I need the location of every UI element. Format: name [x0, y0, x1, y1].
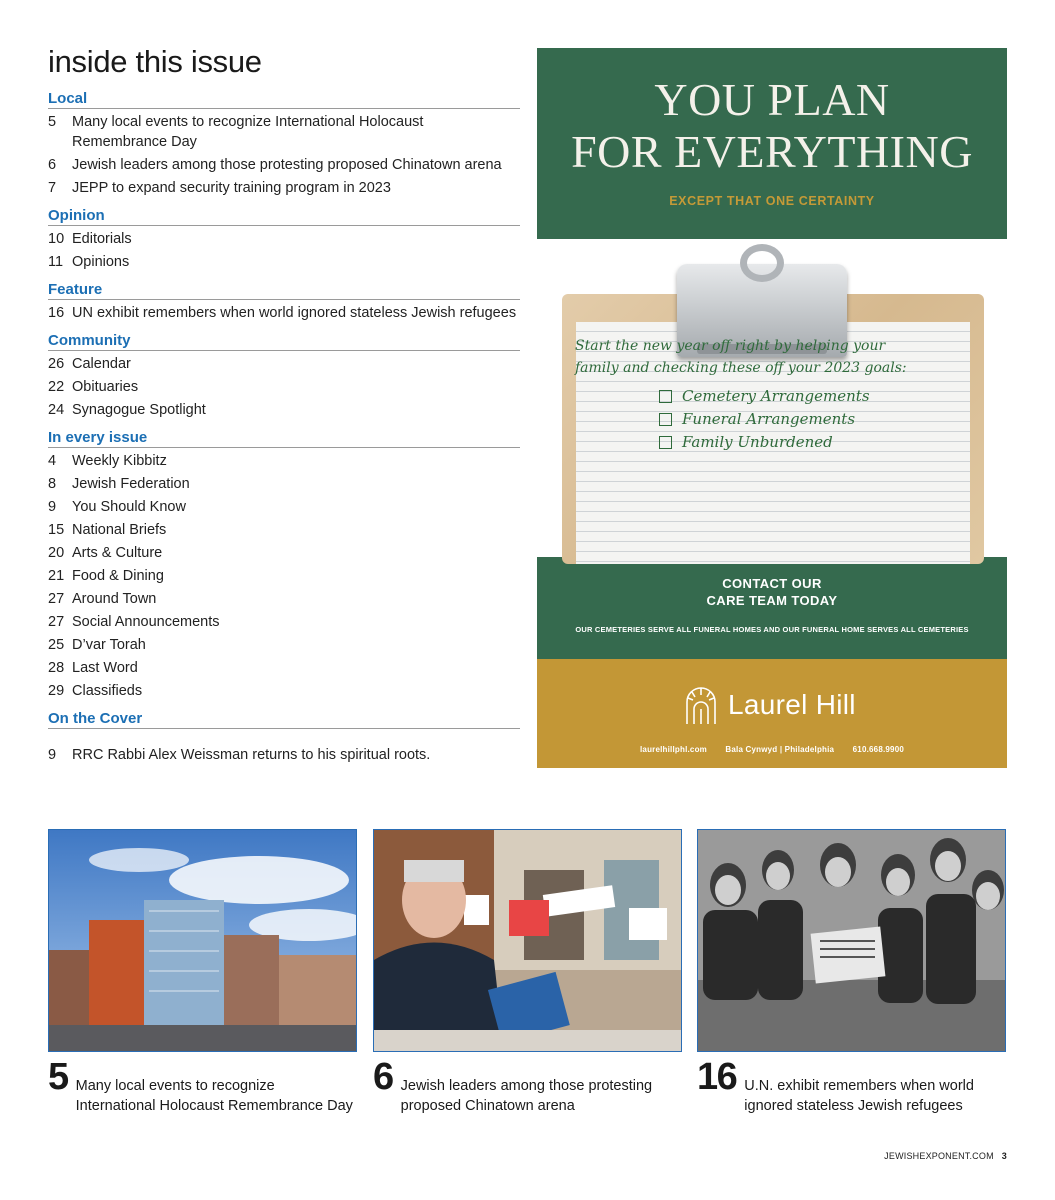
feature-card[interactable]: [48, 829, 357, 1116]
toc-entry-title: Around Town: [72, 590, 157, 607]
toc-entry-page: 8: [48, 475, 57, 492]
toc-entry[interactable]: [48, 398, 520, 421]
toc-sections: [48, 90, 520, 766]
toc-entry-page: 15: [48, 521, 65, 538]
toc-entry-title: Last Word: [72, 659, 138, 676]
toc-entry-title: Arts & Culture: [72, 544, 163, 561]
toc-entry[interactable]: [48, 472, 520, 495]
toc-entry[interactable]: [48, 541, 520, 564]
toc-entry-page: 4: [48, 452, 57, 469]
toc-section-title: In every issue: [48, 429, 520, 448]
toc-entry-page: 28: [48, 659, 65, 676]
toc-section-title: On the Cover: [48, 710, 520, 729]
ad-clipboard-panel: [537, 239, 1007, 557]
toc-entry-title: Weekly Kibbitz: [72, 452, 167, 469]
ad-headline-panel: [537, 48, 1007, 239]
toc-section-title: Feature: [48, 281, 520, 300]
toc-entry[interactable]: [48, 449, 520, 472]
ad-headline-line2: FOR EVERYTHING: [571, 126, 973, 177]
toc-entry-title: UN exhibit remembers when world ignored stateless Jewish refugees: [72, 304, 517, 321]
toc-section-list: [48, 301, 520, 324]
ad-contact-cta: [537, 557, 1007, 609]
laurel-hill-logo: [684, 685, 856, 725]
feature-page-number: 16: [697, 1056, 737, 1098]
toc-section-list: [48, 449, 520, 702]
footer-site[interactable]: JEWISHEXPONENT.COM: [884, 1151, 994, 1161]
checklist-item: [659, 431, 935, 454]
ad-website-link[interactable]: laurelhillphl.com: [640, 745, 707, 754]
toc-entry-title: Social Announcements: [72, 613, 220, 630]
feature-caption-text: Many local events to recognize International Holocaust Remembrance Day: [75, 1078, 353, 1114]
toc-section-list: [48, 227, 520, 273]
ad-locations: Bala Cynwyd | Philadelphia: [725, 745, 835, 754]
toc-entry-title: Food & Dining: [72, 567, 164, 584]
feature-card[interactable]: [373, 829, 682, 1116]
ad-headline: [537, 48, 1007, 178]
toc-entry[interactable]: [48, 610, 520, 633]
protest-photo-icon: [374, 830, 681, 1051]
feature-page-number: 5: [48, 1056, 68, 1098]
arch-logo-icon: [684, 685, 718, 725]
toc-entry-title: Classifieds: [72, 682, 143, 699]
feature-photo-refugees: [697, 829, 1006, 1052]
toc-entry-page: 10: [48, 230, 65, 247]
checklist-item: [659, 385, 935, 408]
feature-caption: [373, 1056, 682, 1116]
toc-entry[interactable]: [48, 656, 520, 679]
contact-line2: CARE TEAM TODAY: [706, 593, 838, 608]
toc-entry[interactable]: [48, 153, 520, 176]
checkbox-icon: [659, 390, 672, 403]
toc-entry[interactable]: [48, 110, 520, 153]
toc-title: inside this issue: [48, 44, 262, 79]
table-of-contents: [48, 44, 520, 766]
toc-entry-page: 21: [48, 567, 65, 584]
toc-entry-page: 20: [48, 544, 65, 561]
feature-card[interactable]: [697, 829, 1006, 1116]
refugees-photo-icon: [698, 830, 1005, 1051]
toc-entry-title: National Briefs: [72, 521, 167, 538]
toc-section-list: [48, 743, 520, 766]
toc-section-title: Opinion: [48, 207, 520, 226]
toc-entry-title: Jewish Federation: [72, 475, 190, 492]
toc-entry-page: 26: [48, 355, 65, 372]
note-line1: Start the new year off right by helping your: [575, 338, 886, 354]
toc-entry-page: 29: [48, 682, 65, 699]
toc-entry-page: 24: [48, 401, 65, 418]
toc-entry-title: Many local events to recognize International Holocaust Remembrance Day: [72, 113, 424, 150]
checkbox-icon: [659, 436, 672, 449]
toc-entry-page: 25: [48, 636, 65, 653]
toc-entry-page: 7: [48, 179, 57, 196]
toc-entry-page: 9: [48, 498, 57, 515]
laurel-hill-ad[interactable]: [537, 48, 1007, 768]
checklist-label: Cemetery Arrangements: [682, 387, 870, 405]
ad-subhead: EXCEPT THAT ONE CERTAINTY: [669, 194, 875, 208]
toc-entry[interactable]: [48, 633, 520, 656]
checklist-item: [659, 408, 935, 431]
toc-entry[interactable]: [48, 301, 520, 324]
building-photo-icon: [49, 830, 356, 1051]
checkbox-icon: [659, 413, 672, 426]
toc-entry[interactable]: [48, 679, 520, 702]
toc-entry-page: 16: [48, 304, 65, 321]
toc-entry-page: 27: [48, 613, 65, 630]
note-line2: family and checking these off your 2023 goals:: [575, 360, 907, 376]
toc-entry[interactable]: [48, 495, 520, 518]
toc-entry-title: Synagogue Spotlight: [72, 401, 206, 418]
clip-ring: [740, 244, 784, 282]
toc-entry[interactable]: [48, 743, 520, 766]
ad-contact-panel: [537, 557, 1007, 659]
brand-name: Laurel Hill: [728, 689, 856, 720]
feature-caption-text: U.N. exhibit remembers when world ignored stateless Jewish refugees: [744, 1078, 974, 1114]
toc-entry-title: Editorials: [72, 230, 132, 247]
feature-caption-text: Jewish leaders among those protesting proposed Chinatown arena: [400, 1078, 653, 1114]
feature-page-number: 6: [373, 1056, 393, 1098]
toc-entry[interactable]: [48, 375, 520, 398]
ad-serve-line: OUR CEMETERIES SERVE ALL FUNERAL HOMES AND OUR FUNERAL HOME SERVES ALL CEMETERIES: [575, 625, 969, 634]
toc-entry-page: 27: [48, 590, 65, 607]
ad-contact-info: [537, 745, 1007, 754]
toc-entry-page: 6: [48, 156, 57, 173]
toc-section-list: [48, 110, 520, 199]
toc-section-list: [48, 352, 520, 421]
footer-page-number: 3: [1001, 1151, 1007, 1161]
checklist-label: Family Unburdened: [682, 433, 833, 451]
contact-line1: CONTACT OUR: [722, 576, 822, 591]
toc-entry-title: JEPP to expand security training program in 2023: [72, 179, 391, 196]
toc-entry-title: D’var Torah: [72, 636, 146, 653]
ad-brand-panel: [537, 659, 1007, 768]
toc-entry-page: 9: [48, 746, 57, 763]
toc-entry[interactable]: [48, 518, 520, 541]
toc-entry[interactable]: [48, 250, 520, 273]
toc-entry-title: Calendar: [72, 355, 131, 372]
toc-entry[interactable]: [48, 176, 520, 199]
toc-entry[interactable]: [48, 564, 520, 587]
toc-entry-page: 22: [48, 378, 65, 395]
toc-entry-title: Opinions: [72, 253, 130, 270]
page-footer: [884, 1151, 1007, 1161]
ad-phone[interactable]: 610.668.9900: [852, 745, 904, 754]
toc-entry-title: Obituaries: [72, 378, 139, 395]
toc-entry[interactable]: [48, 587, 520, 610]
feature-photo-building: [48, 829, 357, 1052]
toc-entry-page: 11: [48, 253, 64, 270]
toc-entry-title: RRC Rabbi Alex Weissman returns to his spiritual roots.: [72, 746, 431, 763]
feature-photo-protest: [373, 829, 682, 1052]
ad-headline-line1: YOU PLAN: [654, 74, 890, 125]
toc-entry-title: Jewish leaders among those protesting proposed Chinatown arena: [72, 156, 502, 173]
toc-entry-page: 5: [48, 113, 57, 130]
toc-entry-title: You Should Know: [72, 498, 186, 515]
toc-section-title: Local: [48, 90, 520, 109]
ad-handwritten-note: [575, 335, 935, 454]
toc-entry[interactable]: [48, 227, 520, 250]
feature-caption: [697, 1056, 1006, 1116]
feature-caption: [48, 1056, 357, 1116]
toc-section-title: Community: [48, 332, 520, 351]
checklist-label: Funeral Arrangements: [682, 410, 856, 428]
toc-entry[interactable]: [48, 352, 520, 375]
